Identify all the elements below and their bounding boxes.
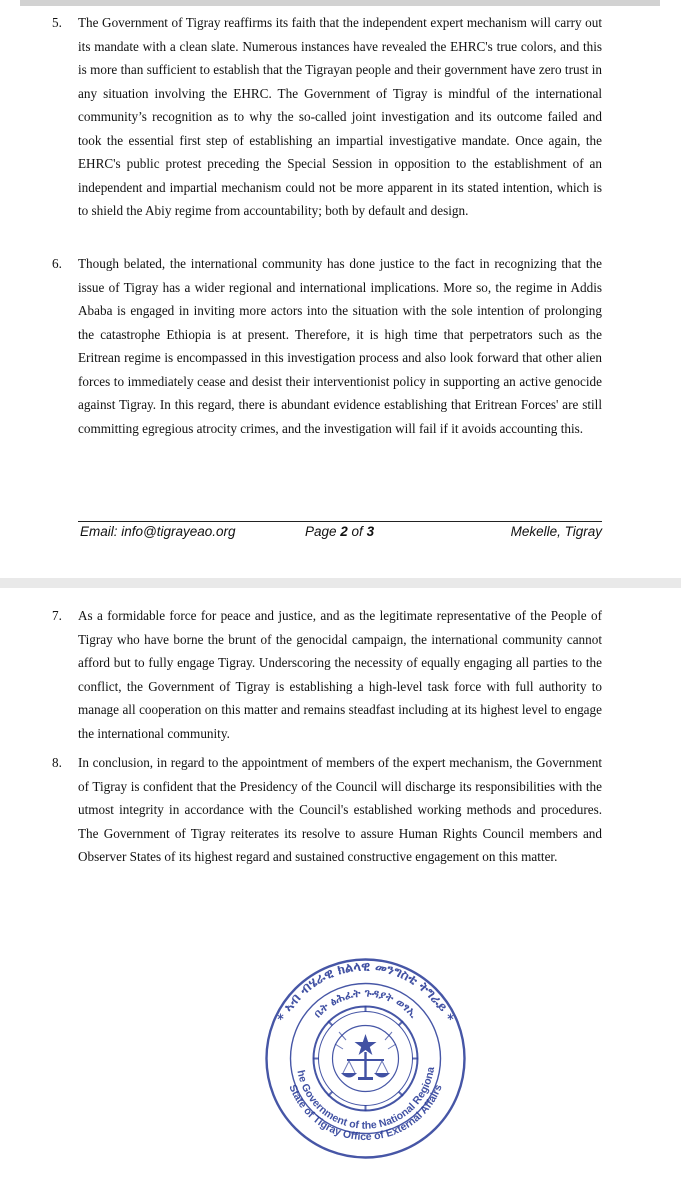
document-page-top	[0, 0, 681, 578]
footer-email: Email: info@tigrayeao.org	[80, 524, 236, 539]
paragraph-number: 6.	[52, 256, 62, 271]
paragraph-number: 7.	[52, 608, 62, 623]
paragraph-text: The Government of Tigray reaffirms its faith that the independent expert mechanism will carry out its mandate with a clean slate. Numerous instances have revealed the EHRC's true colors, and this is more than sufficient to establish that the Tigrayan people and their government have zero trust in any situation involving the EHRC. The Government of Tigray is mindful of the international community’s recognition as to why the so-called joint investigation and its outcome failed and took the essential first step of establishing an impartial investigative mandate. Once again, the EHRC's public protest preceding the Special Session in opposition to the establishment of an independent and impartial mechanism could not be more apparent in its stated intention, which is to shield the Abiy regime from accountability; both by default and design.	[78, 15, 602, 218]
page-current: 2	[340, 524, 348, 539]
paragraph-7	[52, 604, 602, 745]
page-mid: of	[347, 524, 367, 539]
paragraph-number: 5.	[52, 15, 62, 30]
footer-page-number	[305, 524, 374, 539]
seal-outer-text: * ኣብ ብሄራዊ ክልላዊ መንግስቲ ትግራይ *	[275, 959, 456, 1025]
page-prefix: Page	[305, 524, 341, 539]
paragraph-6	[52, 252, 602, 440]
seal-graphic	[263, 956, 468, 1161]
page-footer	[78, 524, 602, 546]
seal-english-text-2: State of Tigray Office of External Affairs	[286, 1082, 445, 1144]
footer-location: Mekelle, Tigray	[510, 524, 602, 539]
paragraph-number: 8.	[52, 755, 62, 770]
paragraph-text: In conclusion, in regard to the appointment of members of the expert mechanism, the Government of Tigray is confident that the Presidency of the Council will discharge its responsibilities with the utmost integrity in accordance with the Council's established working methods and procedures. The Government of Tigray reiterates its resolve to assure Human Rights Council members and Observer States of its highest regard and sustained constructive engagement on this matter.	[78, 755, 602, 864]
footer-divider	[78, 521, 602, 522]
paragraph-text: Though belated, the international community has done justice to the fact in recognizing that the issue of Tigray has a wider regional and international implications. More so, the regime in Addis Ababa is engaged in inviting more actors into the situation with the sole intention of prolonging the catastrophe Ethiopia is at present. Therefore, it is high time that perpetrators such as the Eritrean regime is encompassed in this investigation process and also look forward that other alien forces to immediately cease and desist their interventionist policy in supporting an active genocide against Tigray. In this regard, there is abundant evidence establishing that Eritrean Forces' are still committing egregious atrocity crimes, and the investigation will fail if it avoids accounting this.	[78, 256, 602, 436]
paragraph-text: As a formidable force for peace and justice, and as the legitimate representative of the People of Tigray who have borne the brunt of the genocidal campaign, the international community cannot afford but to fully engage Tigray. Underscoring the necessity of equally engaging all parties to the conflict, the Government of Tigray is establishing a high-level task force with full authority to manage all cooperation on this matter and remains steadfast including at its highest level to engage the international community.	[78, 608, 602, 741]
seal-inner-text: ቤት ፅሕፈት ጉዳያት ወፃኢ	[311, 986, 420, 1021]
page-top-edge	[20, 0, 660, 6]
seal-english-text-1: he Government of the National Regiona	[294, 1066, 438, 1132]
paragraph-8	[52, 751, 602, 869]
official-seal	[263, 956, 468, 1161]
paragraph-5	[52, 11, 602, 223]
page-total: 3	[366, 524, 375, 539]
